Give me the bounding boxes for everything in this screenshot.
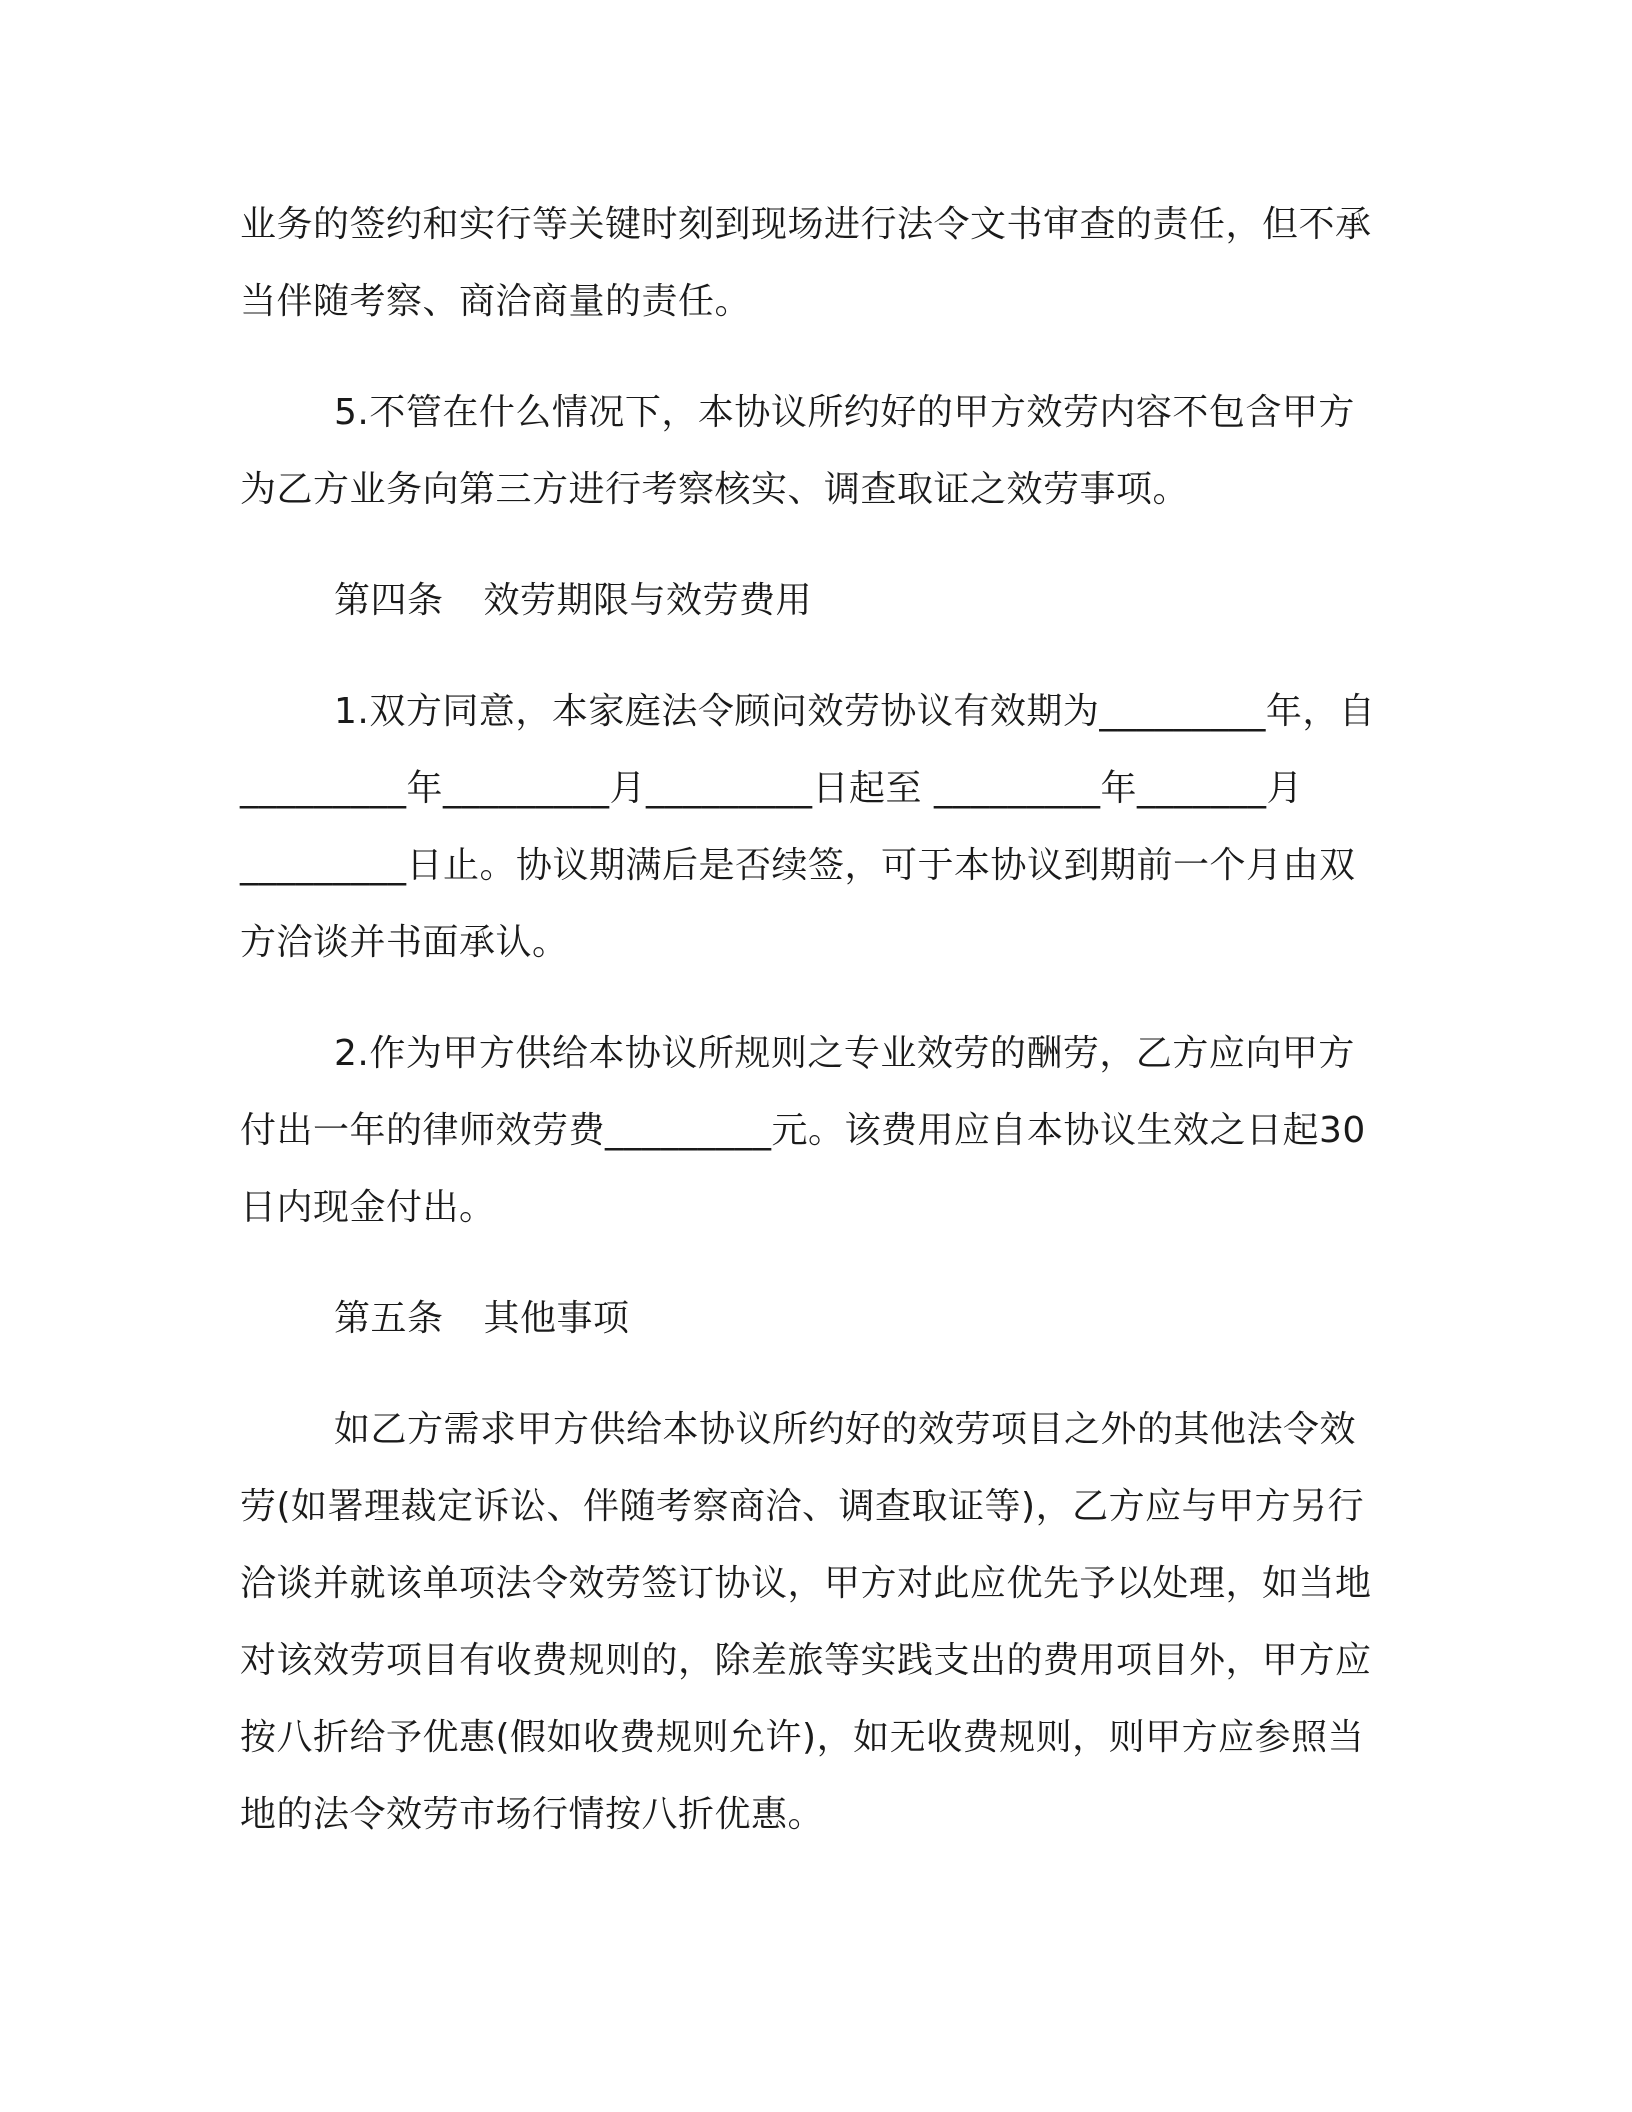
paragraph-other-matters: 如乙方需求甲方供给本协议所约好的效劳项目之外的其他法令效劳(如署理裁定诉讼、伴随考察商洽、调查取证等)，乙方应与甲方另行洽谈并就该单项法令效劳签订协议，甲方对此应优先予以处理，如当地对该效劳项目有收费规则的，除差旅等实践支出的费用项目外，甲方应按八折给予优惠(假如收费规则允许)，如无收费规则，则甲方应参照当地的法令效劳市场行情按八折优惠。 (240, 1409, 1372, 1835)
article-5-title: 其他事项 (483, 1298, 630, 1339)
document-body (240, 186, 1380, 1887)
article-5-heading (240, 1280, 1380, 1357)
article-4-number: 第四条 (334, 580, 444, 621)
article-4-heading (240, 562, 1380, 639)
article-4-title: 效劳期限与效劳费用 (483, 580, 813, 621)
paragraph-continued: 业务的签约和实行等关键时刻到现场进行法令文书审查的责任，但不承当伴随考察、商洽商量的责任。 (240, 204, 1372, 322)
article-5-number: 第五条 (334, 1298, 444, 1339)
paragraph-item-5: 5.不管在什么情况下，本协议所约好的甲方效劳内容不包含甲方为乙方业务向第三方进行考察核实、调查取证之效劳事项。 (240, 392, 1355, 510)
paragraph-term: 1.双方同意，本家庭法令顾问效劳协议有效期为_________年，自_________年_________月_________日起至 _________年_______月_________日止。协议期满后是否续签，可于本协议到期前一个月由双方洽谈并书面承认。 (240, 691, 1376, 963)
paragraph-fee: 2.作为甲方供给本协议所规则之专业效劳的酬劳，乙方应向甲方付出一年的律师效劳费_________元。该费用应自本协议生效之日起30 日内现金付出。 (240, 1033, 1366, 1228)
